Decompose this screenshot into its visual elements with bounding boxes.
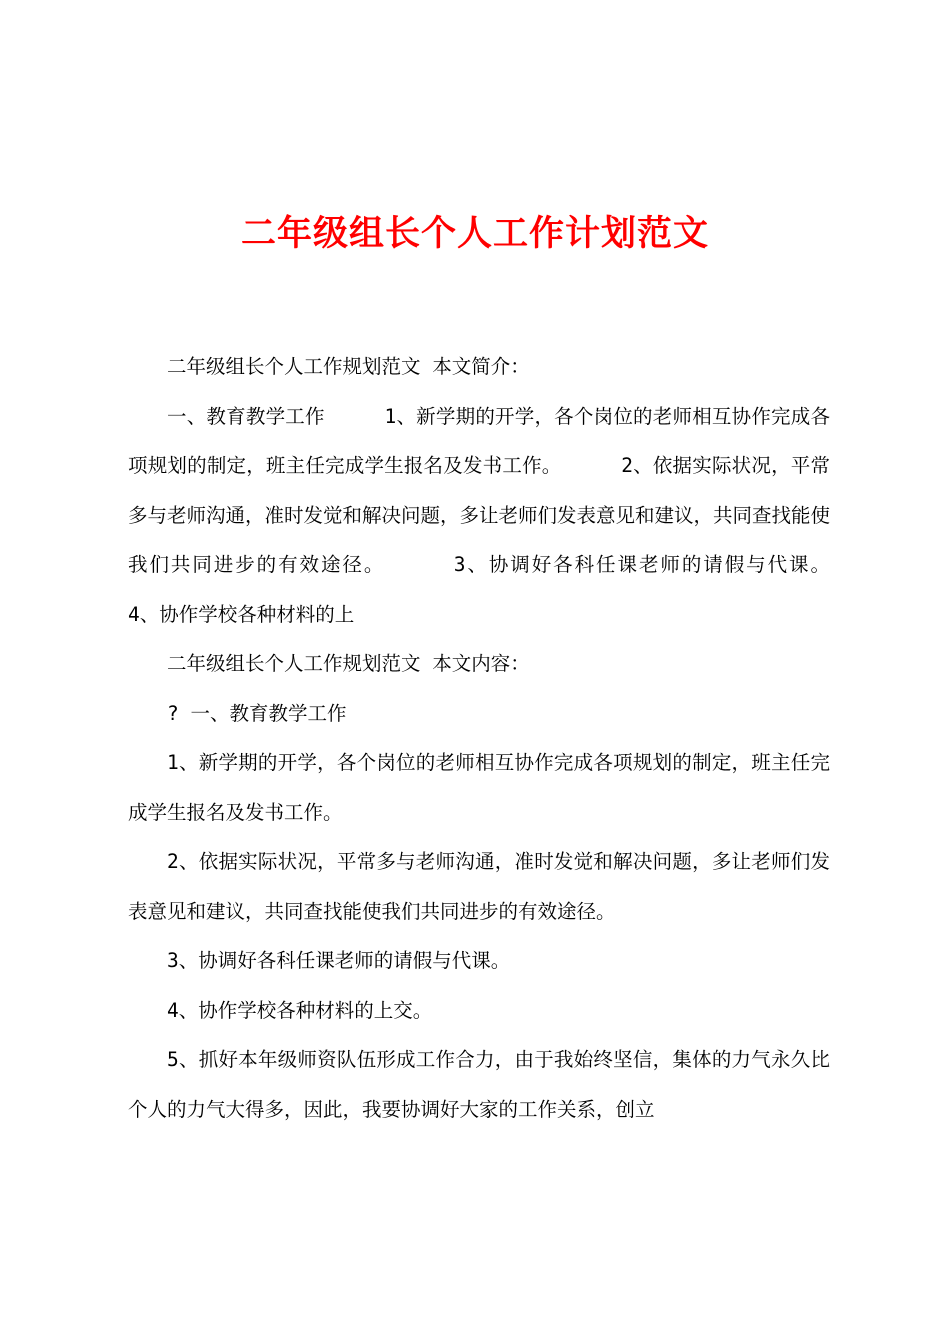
paragraph-summary: 一、教育教学工作 1、新学期的开学，各个岗位的老师相互协作完成各项规划的制定，班主任完成学生报名及发书工作。 2、依据实际状况，平常多与老师沟通，准时发觉和解决问题，多让老师们发表意见和建议，共同查找能使我们共同进步的有效途径。 3、协调好各科任课老师的请假与代课。 4、协作学校各种材料的上 (128, 404, 889, 626)
paragraph-item-1: 1、新学期的开学，各个岗位的老师相互协作完成各项规划的制定，班主任完成学生报名及发书工作。 (128, 751, 830, 824)
paragraph-item-3: 3、协调好各科任课老师的请假与代课。 (167, 949, 511, 972)
paragraph-content-heading: 二年级组长个人工作规划范文 本文内容： (167, 652, 530, 675)
paragraph-item-2: 2、依据实际状况，平常多与老师沟通，准时发觉和解决问题，多让老师们发表意见和建议，共同查找能使我们共同进步的有效途径。 (128, 850, 830, 923)
paragraph-summary-heading: 二年级组长个人工作规划范文 本文简介： (167, 355, 530, 378)
paragraph-section-heading: ? 一、教育教学工作 (167, 701, 347, 725)
document-title: 二年级组长个人工作计划范文 (240, 213, 709, 254)
document-body (128, 342, 889, 1134)
paragraph-item-5: 5、抓好本年级师资队伍形成工作合力，由于我始终坚信，集体的力气永久比个人的力气大得多，因此，我要协调好大家的工作关系，创立 (128, 1048, 830, 1121)
paragraph-item-4: 4、协作学校各种材料的上交。 (167, 998, 433, 1022)
